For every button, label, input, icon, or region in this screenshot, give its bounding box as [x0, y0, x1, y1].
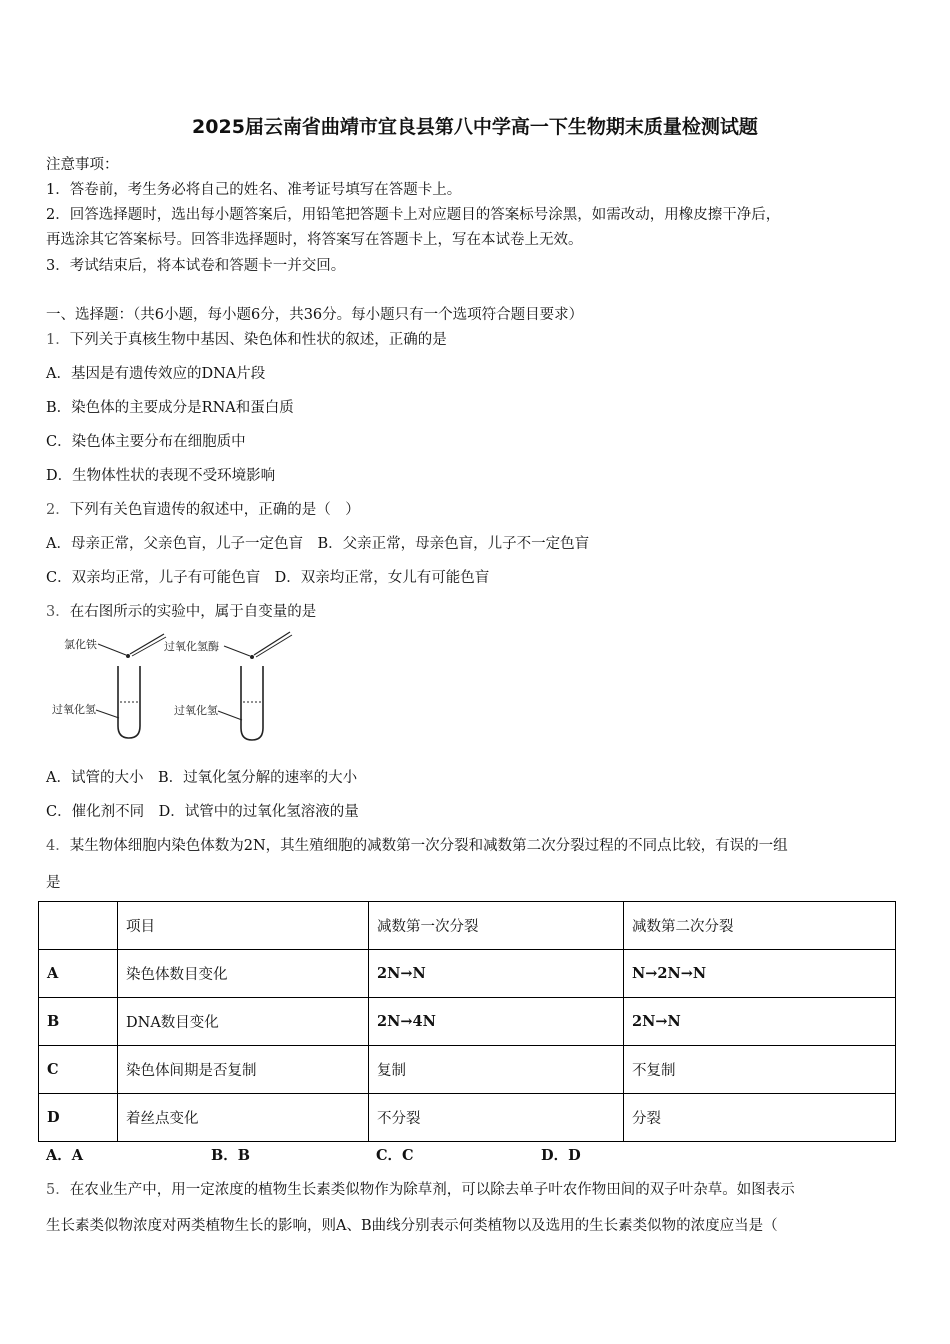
question-1-stem	[46, 328, 447, 349]
table-cell: 2N→N	[624, 998, 896, 1046]
question-4-options	[46, 1144, 581, 1165]
table-header-cell	[39, 902, 118, 950]
dropper-icon	[132, 637, 166, 656]
table-cell: D	[39, 1094, 118, 1142]
table-cell: 复制	[369, 1046, 624, 1094]
question-text: 下列有关色盲遗传的叙述中，正确的是（ ）	[69, 502, 360, 518]
section-heading: 一、选择题：（共6小题，每小题6分，共36分。每小题只有一个选项符合题目要求）	[46, 307, 584, 323]
table-cell: 不复制	[624, 1046, 896, 1094]
table-cell: DNA数目变化	[118, 998, 369, 1046]
dropper-icon	[254, 632, 290, 655]
table-cell: N→2N→N	[624, 950, 896, 998]
table-cell: 2N→N	[369, 950, 624, 998]
question-1-option-d: D．生物体性状的表现不受环境影响	[46, 468, 276, 484]
note-item-2-cont: 再选涂其它答案标号。回答非选择题时，将答案写在答题卡上，写在本试卷上无效。	[46, 232, 583, 248]
question-5-stem	[46, 1178, 795, 1199]
question-4-option-b: B．B	[211, 1147, 251, 1164]
table-cell: A	[39, 950, 118, 998]
table-row	[39, 998, 896, 1046]
table-header-row	[39, 902, 896, 950]
figure-label-fecl3: 氯化铁	[64, 638, 97, 651]
table-cell: 2N→4N	[369, 998, 624, 1046]
question-number: 3．	[46, 604, 70, 620]
question-4-option-d: D．D	[541, 1147, 581, 1164]
question-2-stem	[46, 498, 360, 519]
leader-line	[96, 710, 119, 718]
question-5-stem-cont: 生长素类似物浓度对两类植物生长的影响，则A、B曲线分别表示何类植物以及选用的生长素类似物的浓度应当是（	[46, 1218, 778, 1234]
table-cell: 不分裂	[369, 1094, 624, 1142]
note-item-1: 1．答卷前，考生务必将自己的姓名、准考证号填写在答题卡上。	[46, 182, 462, 198]
question-3-options-cd: C．催化剂不同 D．试管中的过氧化氢溶液的量	[46, 804, 359, 820]
test-tube-right	[241, 666, 263, 740]
leader-line	[98, 644, 126, 655]
dropper-tip	[126, 654, 130, 658]
question-4-option-c: C．C	[376, 1147, 414, 1164]
question-number: 2．	[46, 502, 70, 518]
leader-line	[224, 646, 250, 656]
table-cell: 分裂	[624, 1094, 896, 1142]
question-4-stem-cont: 是	[46, 875, 61, 891]
dropper-tip	[250, 655, 254, 659]
question-number: 1．	[46, 332, 70, 348]
table-row	[39, 1046, 896, 1094]
table-header-cell: 减数第二次分裂	[624, 902, 896, 950]
question-3-stem	[46, 600, 316, 621]
dropper-icon	[256, 635, 292, 657]
table-cell: 染色体间期是否复制	[118, 1046, 369, 1094]
table-cell: 着丝点变化	[118, 1094, 369, 1142]
figure-label-h2o2-right: 过氧化氢	[174, 704, 218, 717]
question-1-option-a: A．基因是有遗传效应的DNA片段	[46, 366, 266, 382]
question-2-options-cd: C．双亲均正常，儿子有可能色盲 D．双亲均正常，女儿有可能色盲	[46, 570, 490, 586]
page-title: 2025届云南省曲靖市宜良县第八中学高一下生物期末质量检测试题	[192, 116, 758, 138]
leader-line	[218, 711, 242, 720]
comparison-table	[38, 901, 896, 1142]
question-text: 在右图所示的实验中，属于自变量的是	[69, 604, 317, 620]
question-1-option-c: C．染色体主要分布在细胞质中	[46, 434, 246, 450]
table-cell: B	[39, 998, 118, 1046]
question-text: 下列关于真核生物中基因、染色体和性状的叙述，正确的是	[69, 332, 447, 348]
table-header-cell: 项目	[118, 902, 369, 950]
table-row	[39, 1094, 896, 1142]
question-number: 5．	[46, 1182, 70, 1198]
note-item-3: 3．考试结束后，将本试卷和答题卡一并交回。	[46, 258, 346, 274]
notes-heading: 注意事项：	[46, 157, 119, 173]
figure-label-h2o2-left: 过氧化氢	[52, 703, 96, 716]
question-3-options-ab: A．试管的大小 B．过氧化氢分解的速率的大小	[46, 770, 358, 786]
question-4-stem	[46, 834, 788, 855]
question-text: 某生物体细胞内染色体数为2N，其生殖细胞的减数第一次分裂和减数第二次分裂过程的不同点比较，有误的一组	[69, 838, 788, 854]
note-item-2: 2．回答选择题时，选出每小题答案后，用铅笔把答题卡上对应题目的答案标号涂黑，如需改动，用橡皮擦干净后，	[46, 207, 781, 223]
figure-label-enzyme: 过氧化氢酶	[164, 640, 219, 653]
dropper-icon	[130, 634, 164, 654]
question-2-options-ab: A．母亲正常，父亲色盲，儿子一定色盲 B．父亲正常，母亲色盲，儿子不一定色盲	[46, 536, 590, 552]
question-text: 在农业生产中，用一定浓度的植物生长素类似物作为除草剂，可以除去单子叶农作物田间的双子叶杂草。如图表示	[69, 1182, 795, 1198]
table-cell: 染色体数目变化	[118, 950, 369, 998]
table-row	[39, 950, 896, 998]
question-4-option-a: A．A	[46, 1147, 84, 1164]
question-number: 4．	[46, 838, 70, 854]
question-1-option-b: B．染色体的主要成分是RNA和蛋白质	[46, 400, 294, 416]
test-tube-figure	[46, 628, 306, 750]
table-header-cell: 减数第一次分裂	[369, 902, 624, 950]
table-cell: C	[39, 1046, 118, 1094]
